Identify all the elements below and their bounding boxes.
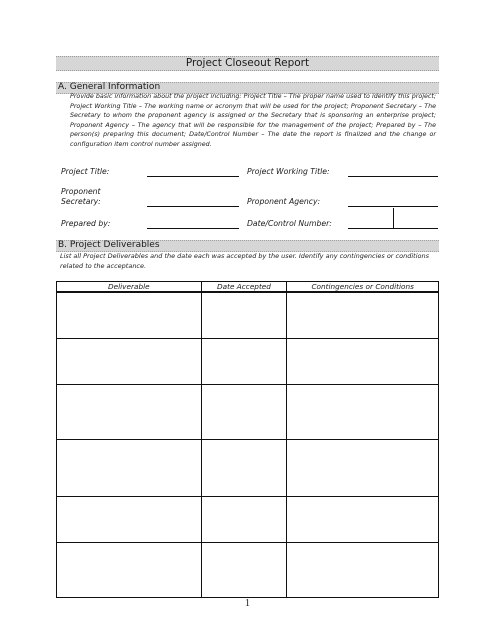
- proponent-secretary-field[interactable]: [147, 206, 239, 207]
- date-control-divider: [393, 208, 394, 229]
- date-accepted-cell[interactable]: [201, 338, 287, 384]
- project-title-label: Project Title:: [61, 167, 110, 176]
- project-title-field[interactable]: [147, 176, 239, 177]
- proponent-secretary-label-line1: Proponent: [61, 187, 101, 196]
- date-accepted-cell[interactable]: [201, 384, 287, 439]
- project-working-title-field[interactable]: [348, 176, 438, 177]
- column-header-date-accepted: Date Accepted: [201, 282, 287, 293]
- section-b-description: List all Project Deliverables and the date each was accepted by the user. Identify any contingencies or conditions related to the acceptance.: [60, 252, 429, 270]
- proponent-agency-label: Proponent Agency:: [247, 197, 321, 206]
- date-control-number-label: Date/Control Number:: [247, 219, 332, 228]
- column-header-contingencies: Contingencies or Conditions: [287, 282, 439, 293]
- deliverable-cell[interactable]: [57, 384, 202, 439]
- contingencies-cell[interactable]: [287, 439, 439, 496]
- date-accepted-cell[interactable]: [201, 496, 287, 542]
- page-number: 1: [245, 598, 250, 609]
- deliverable-cell[interactable]: [57, 439, 202, 496]
- deliverable-cell[interactable]: [57, 542, 202, 597]
- deliverable-cell[interactable]: [57, 292, 202, 338]
- table-row: [57, 384, 439, 439]
- contingencies-cell[interactable]: [287, 496, 439, 542]
- column-header-deliverable: Deliverable: [57, 282, 202, 293]
- date-accepted-cell[interactable]: [201, 542, 287, 597]
- project-working-title-label: Project Working Title:: [247, 167, 330, 176]
- deliverables-table: [56, 281, 439, 598]
- table-row: [57, 542, 439, 597]
- table-row: [57, 292, 439, 338]
- section-a-heading: A. General Information: [58, 82, 161, 92]
- contingencies-cell[interactable]: [287, 338, 439, 384]
- contingencies-cell[interactable]: [287, 292, 439, 338]
- proponent-secretary-label-line2: Secretary:: [61, 197, 101, 206]
- table-row: [57, 496, 439, 542]
- page-title: Project Closeout Report: [185, 57, 310, 69]
- table-row: [57, 439, 439, 496]
- date-accepted-cell[interactable]: [201, 292, 287, 338]
- title-band: [56, 56, 439, 71]
- section-a-description: Provide basic information about the project including: Project Title – The proper name used to identify this project; Project Working Title – The working name or acronym that will be used for the project; Proponent Secretary – The Secretary to whom the proponent agency is assigned or the Secretary that is sponsoring an enterprise project; Proponent Agency – The agency that will be responsible for the management of the project; Prepared by – The person(s) preparing this document; Date/Control Number – The date the report is finalized and the change or configuration item control number assigned.: [70, 93, 436, 148]
- deliverable-cell[interactable]: [57, 338, 202, 384]
- contingencies-cell[interactable]: [287, 384, 439, 439]
- deliverable-cell[interactable]: [57, 496, 202, 542]
- section-b-heading: B. Project Deliverables: [58, 240, 160, 250]
- date-accepted-cell[interactable]: [201, 439, 287, 496]
- prepared-by-label: Prepared by:: [61, 219, 111, 228]
- contingencies-cell[interactable]: [287, 542, 439, 597]
- table-row: [57, 338, 439, 384]
- deliverables-header-row: [57, 282, 439, 293]
- proponent-agency-field[interactable]: [348, 206, 438, 207]
- prepared-by-field[interactable]: [147, 228, 239, 229]
